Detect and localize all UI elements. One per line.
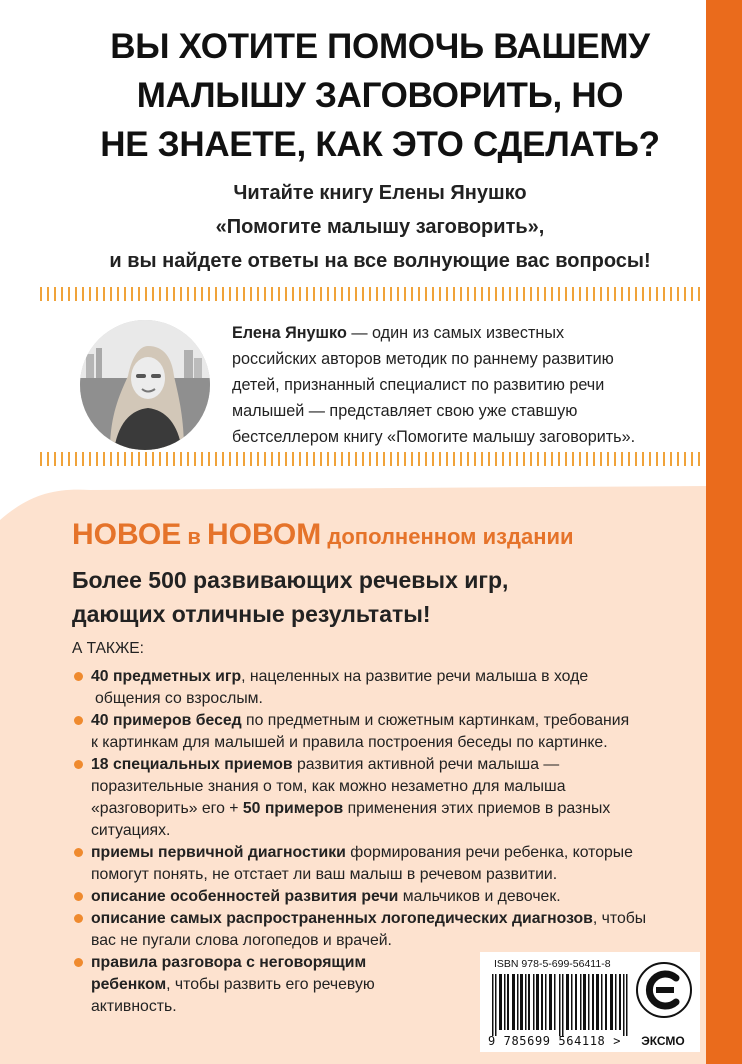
list-item-text: формирования речи ребенка, которые	[345, 844, 633, 861]
list-item-text: , нацеленных на развитие речи малыша в ходе	[241, 668, 589, 685]
author-bio-line: малышей — представляет свою уже ставшую	[232, 402, 578, 420]
subheading	[40, 176, 720, 278]
also-label: А ТАКЖЕ:	[72, 640, 144, 657]
list-item-bold: 40 примеров бесед	[91, 712, 242, 729]
subheading-line: «Помогите малышу заговорить»,	[215, 216, 545, 238]
games-heading-line: дающих отличные результаты!	[72, 601, 431, 627]
list-item	[72, 908, 692, 952]
new-edition-word: дополненном издании	[321, 524, 574, 549]
list-item-text: применения этих приемов в разных	[343, 800, 611, 817]
author-bio	[232, 320, 672, 450]
bullet-dot-icon	[74, 716, 83, 725]
author-photo	[80, 320, 210, 450]
list-item	[72, 886, 692, 908]
list-item-bold: 18 специальных приемов	[91, 756, 293, 773]
new-edition-word: НОВОМ	[207, 518, 322, 551]
bullet-dot-icon	[74, 892, 83, 901]
list-item-text: ситуациях.	[91, 822, 171, 839]
headline-line: ВЫ ХОТИТЕ ПОМОЧЬ ВАШЕМУ	[110, 27, 650, 66]
headline-line: МАЛЫШУ ЗАГОВОРИТЬ, НО	[136, 76, 624, 115]
bullet-dot-icon	[74, 958, 83, 967]
publisher-logo-icon	[636, 962, 692, 1018]
list-item-text: «разговорить» его +	[91, 800, 243, 817]
games-heading	[72, 563, 508, 631]
new-edition-title	[72, 518, 574, 552]
author-name: Елена Янушко	[232, 324, 347, 342]
list-item	[72, 710, 692, 754]
list-item-text: развития активной речи малыша —	[292, 756, 560, 773]
subheading-line: Читайте книгу Елены Янушко	[233, 182, 527, 204]
new-edition-word: в	[181, 524, 208, 549]
bullet-dot-icon	[74, 848, 83, 857]
list-item-text: вас не пугали слова логопедов и врачей.	[91, 932, 392, 949]
bullet-dot-icon	[74, 914, 83, 923]
book-spine-edge	[706, 0, 742, 1064]
barcode-digits: 9 785699 564118 >	[488, 1034, 622, 1048]
list-item-bold: приемы первичной диагностики	[91, 844, 346, 861]
list-item	[72, 666, 692, 710]
list-item-text: по предметным и сюжетным картинкам, требования	[241, 712, 630, 729]
decorative-fringe-top	[40, 287, 704, 301]
publisher-name: ЭКСМО	[641, 1034, 685, 1048]
list-item-text: , чтобы развить его речевую	[166, 976, 375, 993]
list-item-bold: описание самых распространенных логопедических диагнозов	[91, 910, 593, 927]
author-bio-text: — один из самых известных	[346, 324, 565, 342]
list-item-text: поразительные знания о том, как можно незаметно для малыша	[91, 778, 566, 795]
list-item-text: общения со взрослым.	[95, 690, 263, 707]
list-item-text: активность.	[91, 998, 177, 1015]
author-portrait-image	[80, 320, 210, 450]
author-bio-line: российских авторов методик по раннему развитию	[232, 350, 614, 368]
list-item-bold: 40 предметных игр	[91, 668, 242, 685]
bullet-dot-icon	[74, 760, 83, 769]
list-item-text: помогут понять, не отстает ли ваш малыш в речевом развитии.	[91, 866, 558, 883]
list-item-text: к картинкам для малышей и правила построения беседы по картинке.	[91, 734, 608, 751]
barcode-panel	[480, 952, 700, 1052]
list-item	[72, 754, 692, 842]
barcode-icon	[492, 974, 632, 1036]
isbn-text: ISBN 978-5-699-56411-8	[494, 958, 611, 970]
author-bio-line: детей, признанный специалист по развитию речи	[232, 376, 605, 394]
list-item-bold: ребенком	[91, 976, 167, 993]
list-item-text: , чтобы	[592, 910, 647, 927]
list-item	[72, 842, 692, 886]
decorative-fringe-bottom	[40, 452, 704, 466]
author-bio-line: бестселлером книгу «Помогите малышу заговорить».	[232, 428, 636, 446]
bullet-dot-icon	[74, 672, 83, 681]
headline	[60, 22, 700, 169]
games-heading-line: Более 500 развивающих речевых игр,	[72, 567, 509, 593]
author-bio-line	[232, 320, 672, 346]
list-item-bold: правила разговора с неговорящим	[91, 954, 367, 971]
list-item-text: мальчиков и девочек.	[398, 888, 561, 905]
new-edition-word: НОВОЕ	[72, 518, 182, 551]
list-item-bold: описание особенностей развития речи	[91, 888, 399, 905]
subheading-line: и вы найдете ответы на все волнующие вас вопросы!	[109, 250, 651, 272]
list-item-bold: 50 примеров	[242, 800, 344, 817]
headline-line: НЕ ЗНАЕТЕ, КАК ЭТО СДЕЛАТЬ?	[100, 125, 660, 164]
